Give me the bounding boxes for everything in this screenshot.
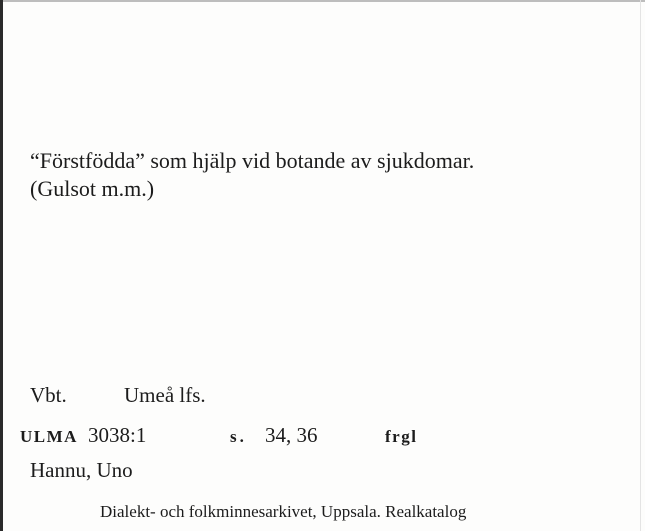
card-top-edge — [0, 0, 645, 2]
subject-line-1: “Förstfödda” som hjälp vid botande av sjukdomar. — [30, 148, 475, 173]
page-label: s. — [230, 427, 247, 446]
card-right-edge — [640, 0, 641, 531]
province: Vbt. — [30, 383, 67, 407]
card-footer: Dialekt- och folkminnesarkivet, Uppsala. Realkatalog — [100, 502, 467, 521]
collector-name: Hannu, Uno — [30, 458, 133, 482]
record-number: 3038:1 — [88, 423, 147, 447]
subject-line-2: (Gulsot m.m.) — [30, 176, 155, 201]
card-left-edge — [0, 0, 3, 531]
archive-code: ULMA — [20, 427, 78, 446]
page-numbers: 34, 36 — [265, 423, 318, 447]
place: Umeå lfs. — [124, 383, 206, 407]
record-type: frgl — [385, 427, 418, 446]
